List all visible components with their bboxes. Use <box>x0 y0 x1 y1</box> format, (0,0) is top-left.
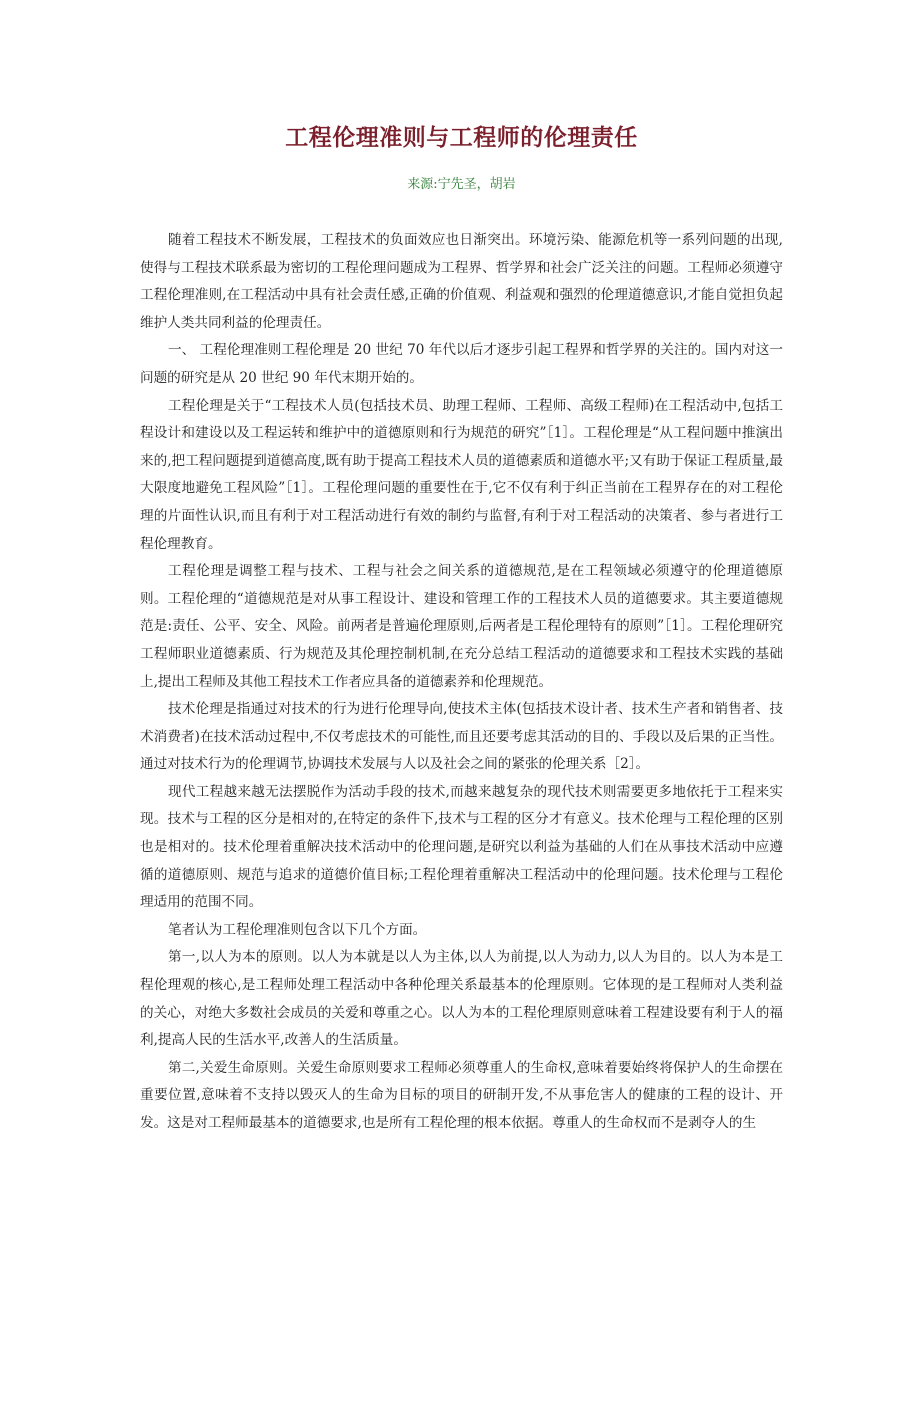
document-page <box>0 121 920 1423</box>
paragraph-intro: 随着工程技术不断发展，工程技术的负面效应也日渐突出。环境污染、能源危机等一系列问题的出现,使得与工程技术联系最为密切的工程伦理问题成为工程界、哲学界和社会广泛关注的问题。工程师必须遵守工程伦理准则,在工程活动中具有社会责任感,正确的价值观、利益观和强烈的伦理道德意识,才能自觉担负起维护人类共同利益的伦理责任。 <box>140 232 783 331</box>
document-body <box>140 227 783 1138</box>
paragraph-engineering-ethics-definition: 工程伦理是关于“工程技术人员(包括技术员、助理工程师、工程师、高级工程师)在工程活动中,包括工程设计和建设以及工程运转和维护中的道德原则和行为规范的研究”［1］。工程伦理是“从工程问题中推演出来的,把工程问题提到道德高度,既有助于提高工程技术人员的道德素质和道德水平;又有助于保证工程质量,最大限度地避免工程风险”［1］。工程伦理问题的重要性在于,它不仅有利于纠正当前在工程界存在的对工程伦理的片面性认识,而且有利于对工程活动进行有效的制约与监督,有利于对工程活动的决策者、参与者进行工程伦理教育。 <box>140 397 783 552</box>
paragraph-principle-care-for-life: 第二,关爱生命原则。关爱生命原则要求工程师必须尊重人的生命权,意味着要始终将保护人的生命摆在重要位置,意味着不支持以毁灭人的生命为目标的项目的研制开发,不从事危害人的健康的工程的设计、开发。这是对工程师最基本的道德要求,也是所有工程伦理的根本依据。尊重人的生命权而不是剥夺人的生 <box>140 1059 783 1131</box>
document-title: 工程伦理准则与工程师的伦理责任 <box>285 124 638 151</box>
paragraph-section-one: 一、 工程伦理准则工程伦理是 20 世纪 70 年代以后才逐步引起工程界和哲学界的关注的。国内对这一问题的研究是从 20 世纪 90 年代末期开始的。 <box>140 342 783 386</box>
paragraph-tech-vs-engineering: 现代工程越来越无法摆脱作为活动手段的技术,而越来越复杂的现代技术则需要更多地依托于工程来实现。技术与工程的区分是相对的,在特定的条件下,技术与工程的区分才有意义。技术伦理与工程伦理的区别也是相对的。技术伦理着重解决技术活动中的伦理问题,是研究以利益为基础的人们在从事技术活动中应遵循的道德原则、规范与追求的道德价值目标;工程伦理着重解决工程活动中的伦理问题。技术伦理与工程伦理适用的范围不同。 <box>140 783 783 911</box>
paragraph-engineering-ethics-norms: 工程伦理是调整工程与技术、工程与社会之间关系的道德规范,是在工程领域必须遵守的伦理道德原则。工程伦理的“道德规范是对从事工程设计、建设和管理工作的工程技术人员的道德要求。其主要道德规范是:责任、公平、安全、风险。前两者是普遍伦理原则,后两者是工程伦理特有的原则”［1］。工程伦理研究工程师职业道德素质、行为规范及其伦理控制机制,在充分总结工程活动的道德要求和工程技术实践的基础上,提出工程师及其他工程技术工作者应具备的道德素养和伦理规范。 <box>140 563 783 690</box>
paragraph-principles-intro: 笔者认为工程伦理准则包含以下几个方面。 <box>168 921 427 938</box>
document-source: 来源:宁先圣，胡岩 <box>407 177 516 192</box>
paragraph-principle-people-oriented: 第一,以人为本的原则。以人为本就是以人为主体,以人为前提,以人为动力,以人为目的。以人为本是工程伦理观的核心,是工程师处理工程活动中各种伦理关系最基本的伦理原则。它体现的是工程师对人类利益的关心，对绝大多数社会成员的关爱和尊重之心。以人为本的工程伦理原则意味着工程建设要有利于人的福利,提高人民的生活水平,改善人的生活质量。 <box>140 949 783 1049</box>
paragraph-technology-ethics: 技术伦理是指通过对技术的行为进行伦理导向,使技术主体(包括技术设计者、技术生产者和销售者、技术消费者)在技术活动过程中,不仅考虑技术的可能性,而且还要考虑其活动的目的、手段以及后果的正当性。通过对技术行为的伦理调节,协调技术发展与人以及社会之间的紧张的伦理关系［2］。 <box>140 701 783 773</box>
